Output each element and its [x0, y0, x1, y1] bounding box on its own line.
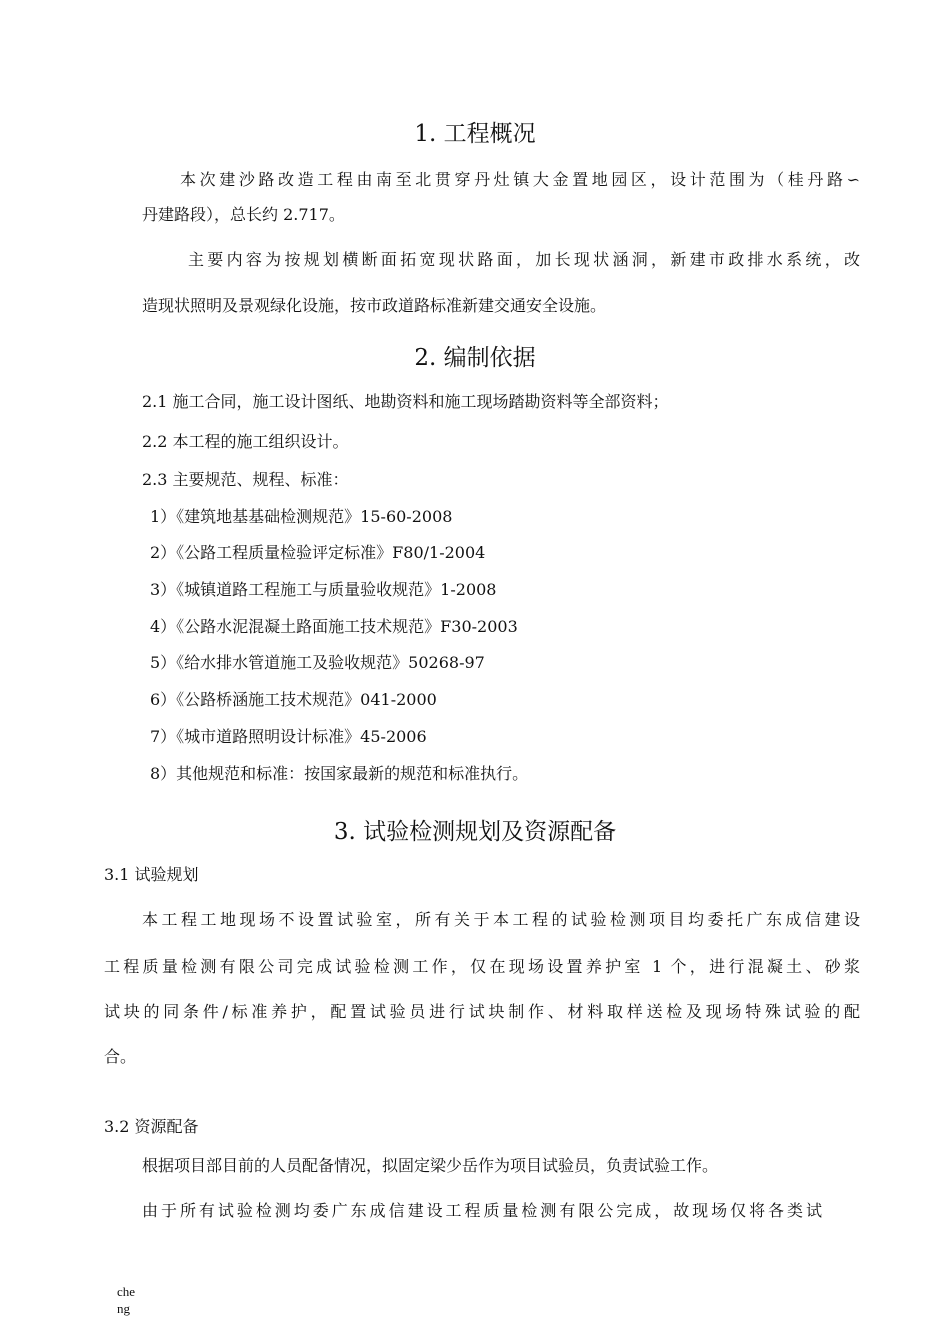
subsection-3-1-line-1: 本工程工地现场不设置试验室，所有关于本工程的试验检测项目均委托广东成信建设: [142, 910, 860, 929]
subsection-3-1-title: 3.1 试验规划: [104, 865, 199, 884]
standard-item-5: 5）《给水排水管道施工及验收规范》50268-97: [150, 653, 485, 672]
subsection-3-1-line-3: 试块的同条件/标准养护，配置试验员进行试块制作、材料取样送检及现场特殊试验的配: [104, 1002, 860, 1021]
section-1-para-1-line-2: 丹建路段），总长约 2.717。: [142, 205, 345, 224]
page-footer-text: cheng: [117, 1284, 136, 1316]
section-2-heading: 2. 编制依据: [414, 345, 536, 371]
subsection-3-2-line-1: 根据项目部目前的人员配备情况，拟固定梁少岳作为项目试验员，负责试验工作。: [142, 1156, 719, 1175]
standard-item-8: 8）其他规范和标准：按国家最新的规范和标准执行。: [150, 764, 529, 783]
basis-item-2-2: 2.2 本工程的施工组织设计。: [142, 432, 349, 451]
standard-item-6: 6）《公路桥涵施工技术规范》041-2000: [150, 690, 437, 709]
section-1-para-2-line-2: 造现状照明及景观绿化设施，按市政道路标准新建交通安全设施。: [142, 296, 607, 315]
section-1-heading: 1. 工程概况: [414, 121, 536, 147]
standard-item-3: 3）《城镇道路工程施工与质量验收规范》1-2008: [150, 580, 497, 599]
subsection-3-2-line-2: 由于所有试验检测均委广东成信建设工程质量检测有限公完成，故现场仅将各类试: [142, 1201, 822, 1220]
section-1-para-1-line-1: 本次建沙路改造工程由南至北贯穿丹灶镇大金置地园区，设计范围为（桂丹路∽: [180, 170, 860, 189]
subsection-3-2-title: 3.2 资源配备: [104, 1117, 199, 1136]
subsection-3-1-line-4: 合。: [104, 1047, 137, 1066]
basis-item-2-1: 2.1 施工合同，施工设计图纸、地勘资料和施工现场踏勘资料等全部资料；: [142, 392, 669, 411]
standard-item-1: 1）《建筑地基基础检测规范》15-60-2008: [150, 507, 453, 526]
standard-item-4: 4）《公路水泥混凝土路面施工技术规范》F30-2003: [150, 617, 518, 636]
section-1-para-2-line-1: 主要内容为按规划横断面拓宽现状路面，加长现状涵洞，新建市政排水系统，改: [188, 250, 860, 269]
standard-item-2: 2）《公路工程质量检验评定标准》F80/1-2004: [150, 543, 486, 562]
basis-item-2-3: 2.3 主要规范、规程、标准：: [142, 470, 349, 489]
standard-item-7: 7）《城市道路照明设计标准》45-2006: [150, 727, 427, 746]
section-3-heading: 3. 试验检测规划及资源配备: [333, 819, 617, 845]
subsection-3-1-line-2: 工程质量检测有限公司完成试验检测工作，仅在现场设置养护室 1 个，进行混凝土、砂浆: [104, 957, 860, 976]
